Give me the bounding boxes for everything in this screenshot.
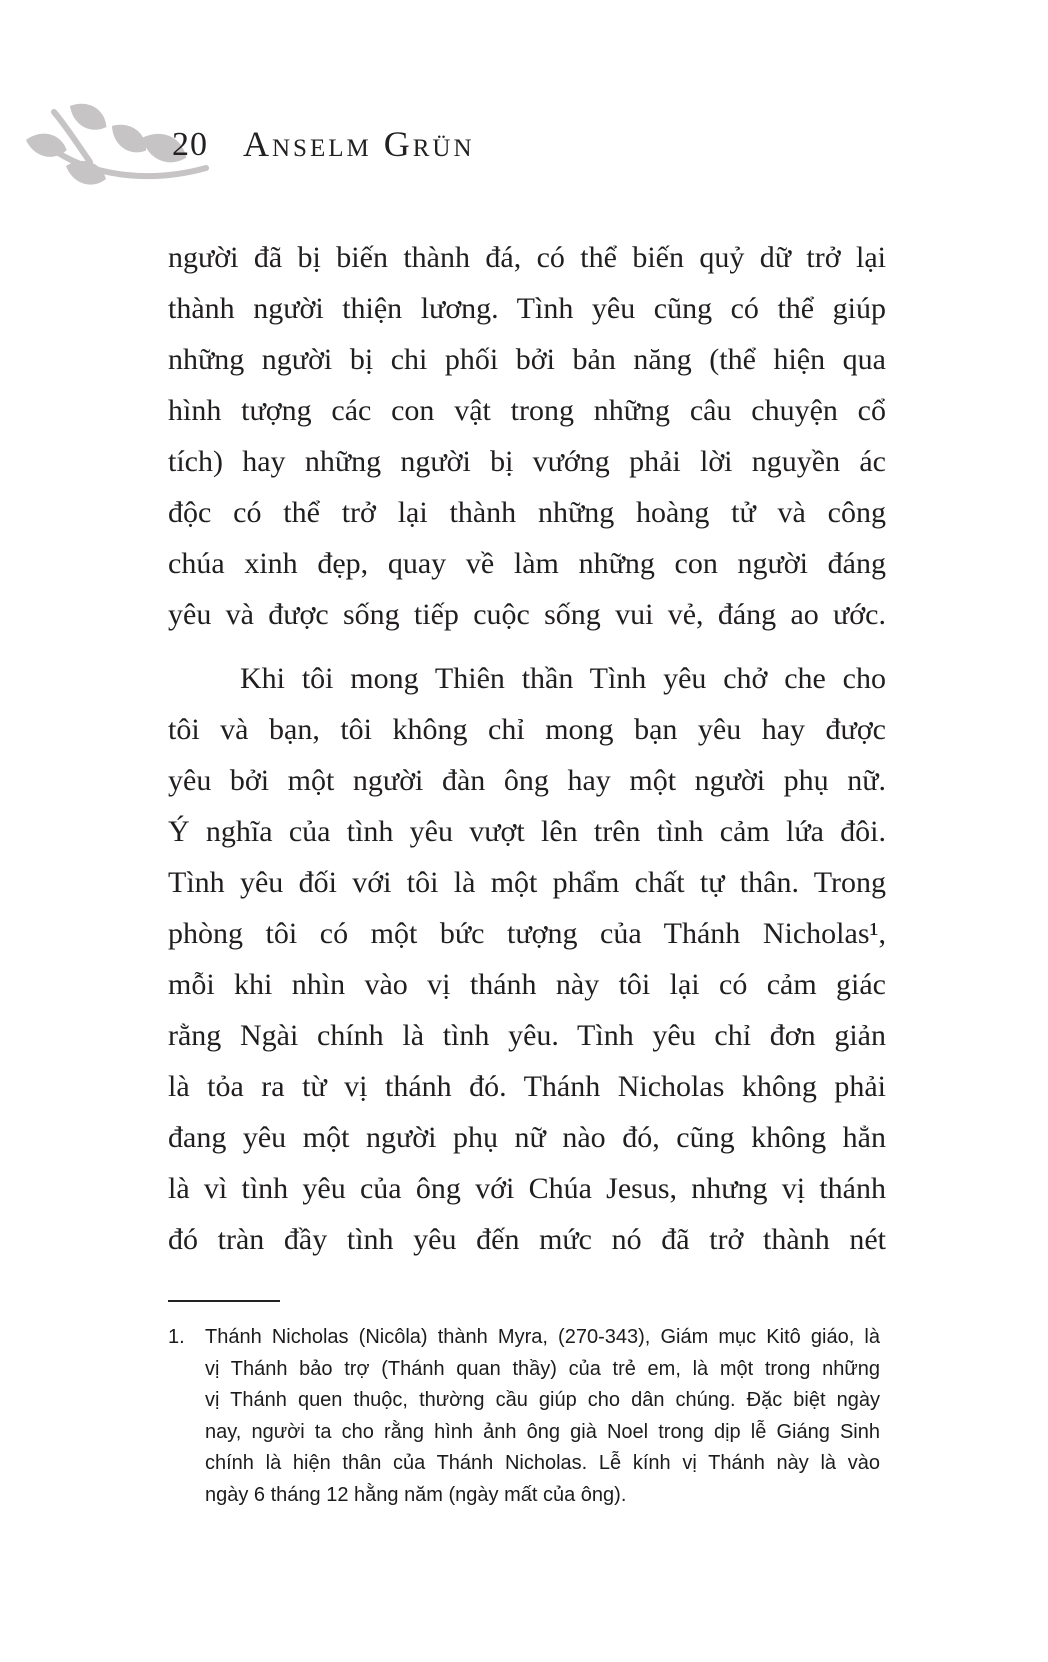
paragraph-1	[168, 232, 886, 640]
text-line: Khi tôi mong Thiên thần Tình yêu chở che cho	[240, 662, 886, 695]
footnote-divider	[168, 1300, 280, 1302]
text-line: yêu bởi một người đàn ông hay một người phụ nữ.	[168, 764, 886, 797]
text-line: rằng Ngài chính là tình yêu. Tình yêu chỉ đơn giản	[168, 1019, 886, 1052]
text-line: tôi và bạn, tôi không chỉ mong bạn yêu hay được	[168, 713, 886, 746]
text-line: người đã bị biến thành đá, có thể biến quỷ dữ trở lại	[168, 241, 886, 274]
body-text	[168, 232, 886, 1265]
footnote-line: vị Thánh quen thuộc, thường cầu giúp cho dân chúng. Đặc biệt ngày	[205, 1389, 880, 1411]
text-line: Tình yêu đối với tôi là một phẩm chất tự thân. Trong	[168, 866, 886, 899]
footnote-line: chính là hiện thân của Thánh Nicholas. Lễ kính vị Thánh này là vào	[205, 1452, 880, 1474]
text-line: hình tượng các con vật trong những câu chuyện cổ	[168, 394, 886, 427]
footnote-line: vị Thánh bảo trợ (Thánh quan thầy) của trẻ em, là một trong những	[205, 1357, 880, 1380]
page-number: 20	[172, 126, 208, 163]
text-line: là vì tình yêu của ông với Chúa Jesus, nhưng vị thánh	[168, 1172, 886, 1205]
footnote-line: Thánh Nicholas (Nicôla) thành Myra, (270-343), Giám mục Kitô giáo, là	[205, 1326, 880, 1348]
text-line: đó tràn đầy tình yêu đến mức nó đã trở thành nét	[168, 1223, 886, 1256]
footnote-marker: 1.	[168, 1326, 185, 1348]
paragraph-2	[168, 653, 886, 1265]
text-line: độc có thể trở lại thành những hoàng tử và công	[168, 496, 886, 529]
footnote-line: ngày 6 tháng 12 hằng năm (ngày mất của ông).	[205, 1483, 627, 1506]
footnote-line: nay, người ta cho rằng hình ảnh ông già Noel trong dịp lễ Giáng Sinh	[205, 1420, 880, 1443]
text-line: đang yêu một người phụ nữ nào đó, cũng không hẳn	[168, 1121, 886, 1154]
footnote	[168, 1322, 880, 1511]
text-line: thành người thiện lương. Tình yêu cũng có thể giúp	[168, 292, 886, 325]
running-title: Anselm Grün	[243, 124, 475, 164]
text-line: chúa xinh đẹp, quay về làm những con người đáng	[168, 547, 886, 580]
text-line: những người bị chi phối bởi bản năng (thể hiện qua	[168, 343, 886, 376]
footnote-lines	[205, 1322, 880, 1511]
text-line: mỗi khi nhìn vào vị thánh này tôi lại có cảm giác	[168, 968, 886, 1001]
text-line: tích) hay những người bị vướng phải lời nguyền ác	[168, 445, 886, 478]
text-line: yêu và được sống tiếp cuộc sống vui vẻ, đáng ao ước.	[168, 598, 886, 631]
text-line: phòng tôi có một bức tượng của Thánh Nicholas¹,	[168, 917, 886, 950]
text-line: là tỏa ra từ vị thánh đó. Thánh Nicholas không phải	[168, 1070, 886, 1103]
text-line: Ý nghĩa của tình yêu vượt lên trên tình cảm lứa đôi.	[168, 815, 886, 848]
